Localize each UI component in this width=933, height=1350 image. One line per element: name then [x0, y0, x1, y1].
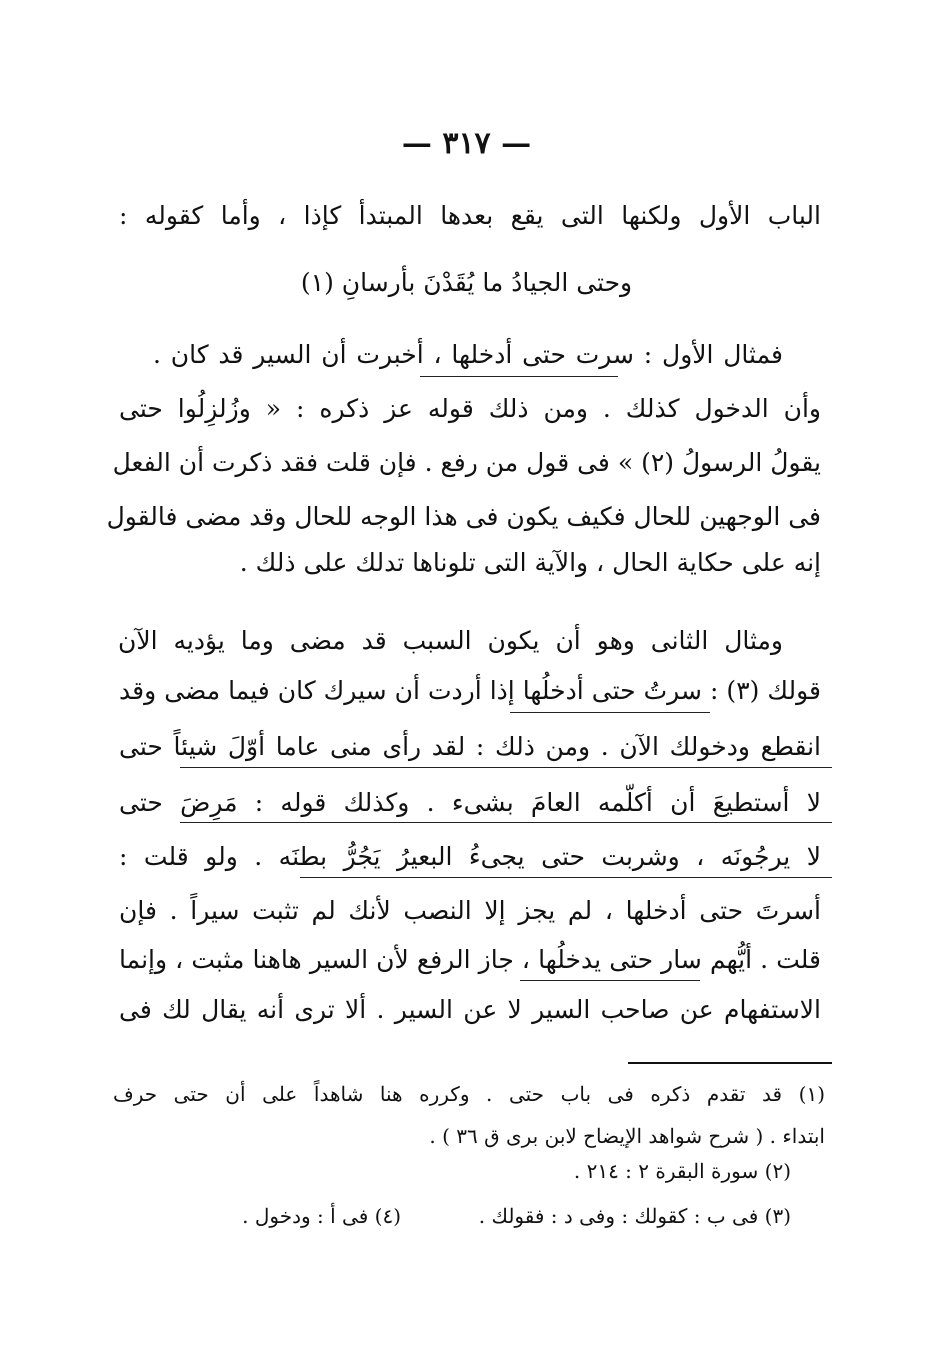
paragraph-line: قولك (٣) : سرتُ حتى أدخلُها إذا أردت أن سيرك كان فيما مضى وقد	[119, 676, 821, 705]
paragraph-line: الاستفهام عن صاحب السير لا عن السير . ألا ترى أنه يقال لك فى	[119, 995, 821, 1024]
underline-mark	[300, 877, 832, 878]
paragraph-line: إنه على حكاية الحال ، والآية التى تلوناها تدلك على ذلك .	[239, 548, 821, 577]
paragraph-line: وأن الدخول كذلك . ومن ذلك قوله عز ذكره : « وزُلزِلُوا حتى	[119, 394, 821, 423]
footnote-divider	[628, 1062, 832, 1064]
footnote-2: (٢) سورة البقرة ٢ : ٢١٤ .	[573, 1159, 791, 1183]
underline-mark	[520, 980, 700, 981]
intro-line: الباب الأول ولكنها التى يقع بعدها المبتدأ كإذا ، وأما كقوله :	[119, 201, 821, 230]
underline-mark	[420, 376, 618, 377]
footnote-4: (٤) فى أ : ودخول .	[242, 1204, 401, 1228]
page-number: — ٣١٧ —	[401, 126, 532, 161]
paragraph-line: لا أستطيعَ أن أكلّمه العامَ بشىء . وكذلك قوله : مَرِضَ حتى	[119, 788, 821, 817]
paragraph-line: قلت . أيُّهم سار حتى يدخلُها ، جاز الرفع لأن السير هاهنا مثبت ، وإنما	[119, 945, 821, 974]
paragraph-line: يقولُ الرسولُ (٢) » فى قول من رفع . فإن قلت فقد ذكرت أن الفعل	[112, 448, 821, 477]
paragraph-line: فى الوجهين للحال فكيف يكون فى هذا الوجه للحال وقد مضى فالقول	[106, 502, 821, 531]
paragraph-line: ومثال الثانى وهو أن يكون السبب قد مضى وما يؤديه الآن	[118, 626, 783, 655]
footnote-1-continued: ابتداء . ( شرح شواهد الإيضاح لابن برى ق ٣٦ ) .	[429, 1124, 825, 1148]
verse-line: وحتى الجيادُ ما يُقَدْنَ بأرسانِ (١)	[300, 268, 633, 297]
underline-mark	[180, 822, 832, 823]
paragraph-line: فمثال الأول : سرت حتى أدخلها ، أخبرت أن السير قد كان .	[153, 340, 783, 369]
underline-mark	[510, 712, 710, 713]
underline-mark	[180, 767, 832, 768]
footnote-1: (١) قد تقدم ذكره فى باب حتى . وكرره هنا شاهداً على أن حتى حرف	[113, 1082, 825, 1106]
paragraph-line: لا يرجُونَه ، وشربت حتى يجىءُ البعيرُ يَجُرُّ بطنَه . ولو قلت :	[119, 842, 821, 871]
footnote-3: (٣) فى ب : كقولك : وفى د : فقولك .	[478, 1204, 791, 1228]
paragraph-line: أسرتَ حتى أدخلها ، لم يجز إلا النصب لأنك لم تثبت سيراً . فإن	[119, 896, 821, 925]
paragraph-line: انقطع ودخولك الآن . ومن ذلك : لقد رأى منى عاما أوّلَ شيئاً حتى	[119, 732, 821, 761]
